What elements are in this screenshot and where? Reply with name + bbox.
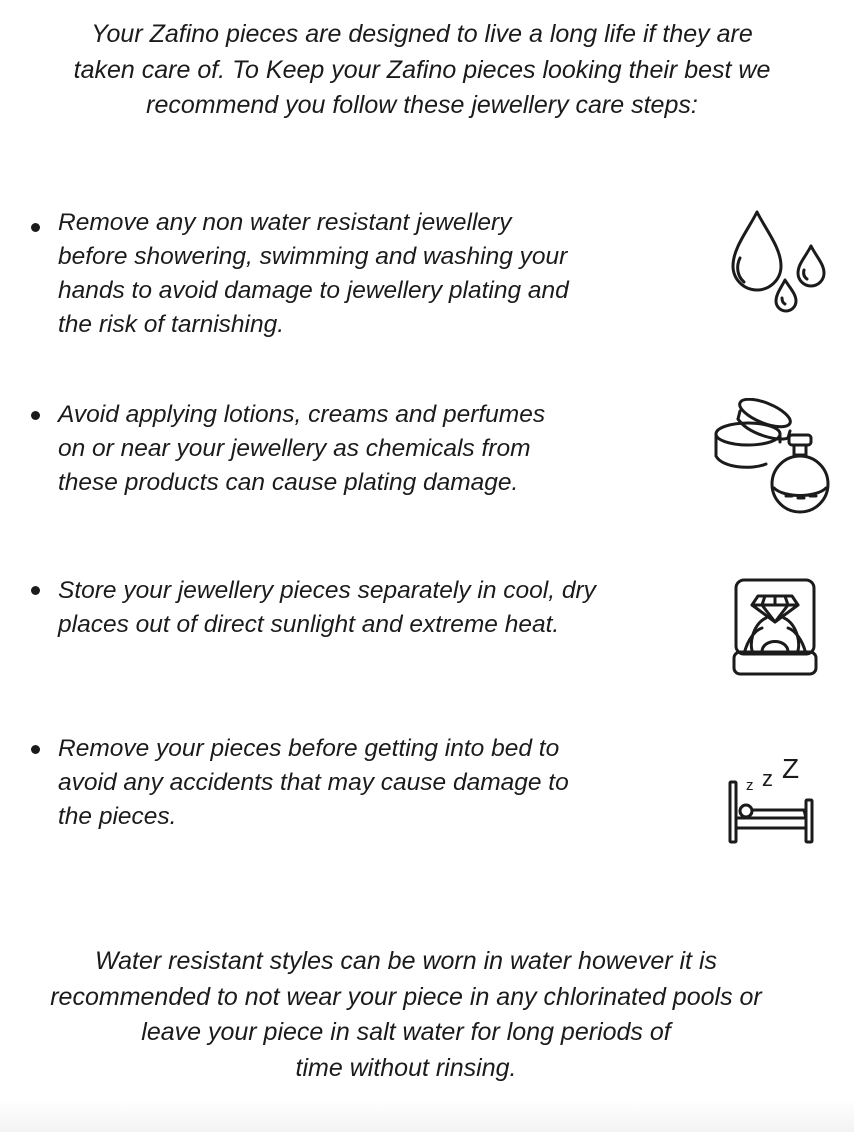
bullet xyxy=(31,745,40,754)
care-step-line: the risk of tarnishing. xyxy=(58,311,285,338)
care-step-storage xyxy=(0,574,854,678)
footer-line: time without rinsing. xyxy=(295,1053,517,1082)
sleep-z-large: Z xyxy=(782,754,800,784)
care-step-line: Remove any non water resistant jewellery xyxy=(58,209,512,236)
care-step-line: places out of direct sunlight and extreme heat. xyxy=(58,611,560,638)
care-step-line: avoid any accidents that may cause damage to xyxy=(58,769,569,796)
sleep-z-small: z xyxy=(746,777,754,794)
ring-box-icon xyxy=(732,578,818,678)
water-drops-icon xyxy=(726,208,830,320)
care-step-line: before showering, swimming and washing your xyxy=(58,243,568,270)
care-step-line: Store your jewellery pieces separately in cool, dry xyxy=(58,577,596,604)
care-step-text xyxy=(58,732,569,834)
footer-line: recommended to not wear your piece in any chlorinated pools or xyxy=(50,982,762,1011)
intro-line: Your Zafino pieces are designed to live a long life if they are xyxy=(91,20,753,48)
page-bottom-edge xyxy=(0,1100,854,1132)
intro-paragraph xyxy=(20,17,824,124)
care-step-text xyxy=(58,206,569,342)
care-step-text xyxy=(58,398,545,500)
sleep-z-medium: z xyxy=(762,766,773,791)
footer-line: Water resistant styles can be worn in water however it is xyxy=(94,947,717,975)
bullet xyxy=(31,586,40,595)
intro-line: recommend you follow these jewellery care steps: xyxy=(146,91,698,119)
footer-line: leave your piece in salt water for long periods of xyxy=(141,1018,671,1046)
water-resistant-note xyxy=(8,944,804,1086)
care-step-text xyxy=(58,574,596,642)
care-step-bedtime xyxy=(0,732,854,844)
care-step-line: these products can cause plating damage. xyxy=(58,469,519,496)
care-step-line: hands to avoid damage to jewellery plating and xyxy=(58,277,569,304)
intro-line: taken care of. To Keep your Zafino pieces looking their best we xyxy=(73,55,771,84)
care-step-line: the pieces. xyxy=(58,803,177,830)
care-step-line: on or near your jewellery as chemicals from xyxy=(58,435,531,462)
care-step-water xyxy=(0,206,854,346)
care-step-lotions xyxy=(0,398,854,518)
bullet xyxy=(31,223,40,232)
bullet xyxy=(31,411,40,420)
care-step-line: Remove your pieces before getting into bed to xyxy=(58,735,560,762)
care-step-line: Avoid applying lotions, creams and perfumes xyxy=(58,401,546,428)
sleeping-bed-icon xyxy=(726,754,816,844)
cream-jar-perfume-icon xyxy=(712,398,832,518)
